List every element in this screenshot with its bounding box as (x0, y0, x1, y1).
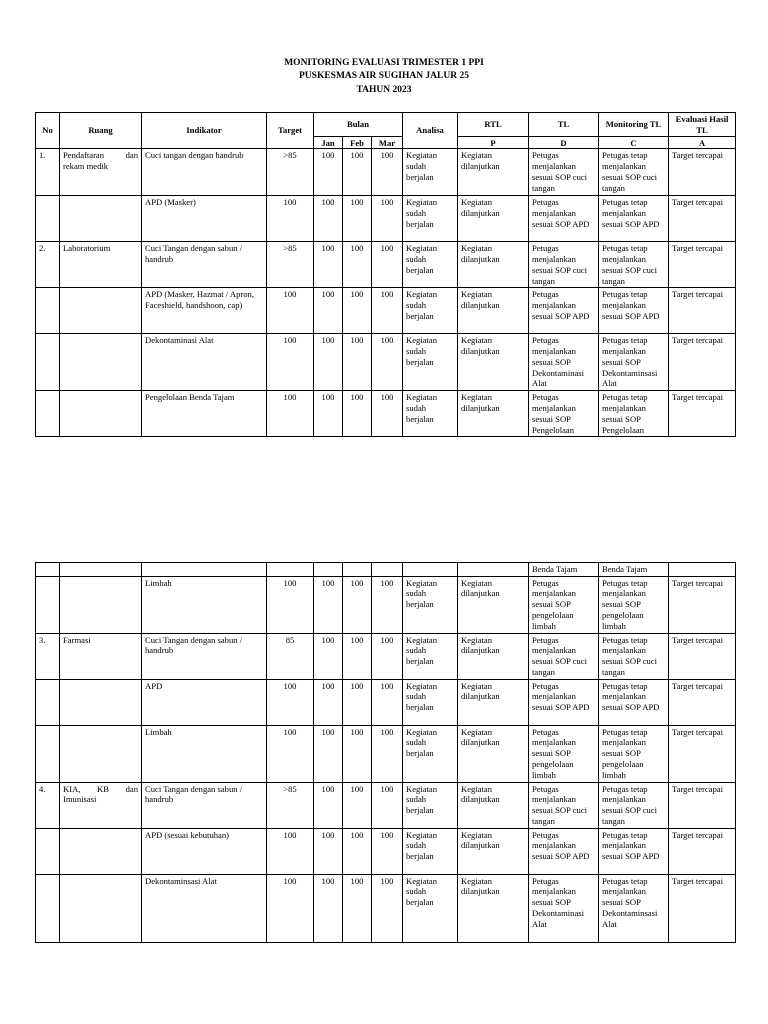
header-rtl: RTL (458, 113, 529, 137)
header-indikator: Indikator (142, 113, 267, 149)
cell-target: 100 (267, 725, 314, 782)
cell-monitoring: Petugas tetap menjalankan sesuai SOP Dekontaminsasi Alat (599, 334, 669, 391)
cell-evaluasi: Target tercapai (669, 633, 736, 679)
cell-evaluasi: Target tercapai (669, 196, 736, 242)
document-year: TAHUN 2023 (356, 85, 412, 95)
cell-tl: Petugas menjalankan sesuai SOP APD (529, 828, 599, 874)
cell-mar: 100 (372, 242, 403, 288)
cell-evaluasi (669, 563, 736, 577)
cell-target: 100 (267, 576, 314, 633)
cell-feb: 100 (343, 633, 372, 679)
cell-analisa: Kegiatan sudah berjalan (403, 828, 458, 874)
cell-rtl: Kegiatan dilanjutkan (458, 679, 529, 725)
cell-monitoring: Benda Tajam (599, 563, 669, 577)
cell-monitoring: Petugas tetap menjalankan sesuai SOP cuci tangan (599, 149, 669, 196)
cell-target: 100 (267, 334, 314, 391)
header-tl: TL (529, 113, 599, 137)
cell-tl: Petugas menjalankan sesuai SOP APD (529, 679, 599, 725)
cell-feb: 100 (343, 874, 372, 942)
cell-ruang (60, 828, 142, 874)
cell-evaluasi: Target tercapai (669, 725, 736, 782)
cell-jan: 100 (314, 874, 343, 942)
cell-mar: 100 (372, 288, 403, 334)
cell-indikator: Pengelolaan Benda Tajam (142, 391, 267, 437)
table-row (36, 391, 736, 437)
cell-analisa: Kegiatan sudah berjalan (403, 288, 458, 334)
cell-jan: 100 (314, 196, 343, 242)
cell-ruang (60, 576, 142, 633)
cell-analisa: Kegiatan sudah berjalan (403, 149, 458, 196)
cell-feb: 100 (343, 334, 372, 391)
cell-target: 100 (267, 874, 314, 942)
document-subtitle: PUSKESMAS AIR SUGIHAN JALUR 25 (299, 71, 469, 81)
cell-ruang: Laboratorium (60, 242, 142, 288)
cell-no (36, 391, 60, 437)
table-row (36, 563, 736, 577)
cell-jan: 100 (314, 782, 343, 828)
cell-target: 100 (267, 828, 314, 874)
cell-evaluasi: Target tercapai (669, 679, 736, 725)
table-row (36, 334, 736, 391)
header-no: No (36, 113, 60, 149)
cell-indikator: Cuci Tangan dengan sabun / handrub (142, 633, 267, 679)
cell-ruang (60, 391, 142, 437)
header-mar: Mar (372, 137, 403, 149)
cell-monitoring: Petugas tetap menjalankan sesuai SOP cuci tangan (599, 242, 669, 288)
cell-rtl: Kegiatan dilanjutkan (458, 782, 529, 828)
cell-analisa: Kegiatan sudah berjalan (403, 782, 458, 828)
cell-mar: 100 (372, 679, 403, 725)
cell-no (36, 563, 60, 577)
cell-jan: 100 (314, 679, 343, 725)
cell-monitoring: Petugas tetap menjalankan sesuai SOP cuci tangan (599, 782, 669, 828)
cell-rtl: Kegiatan dilanjutkan (458, 633, 529, 679)
cell-ruang (60, 725, 142, 782)
cell-analisa: Kegiatan sudah berjalan (403, 334, 458, 391)
cell-rtl: Kegiatan dilanjutkan (458, 334, 529, 391)
cell-indikator: Dekontaminasi Alat (142, 334, 267, 391)
cell-no (36, 679, 60, 725)
table-row (36, 288, 736, 334)
cell-mar: 100 (372, 149, 403, 196)
cell-feb (343, 563, 372, 577)
cell-evaluasi: Target tercapai (669, 828, 736, 874)
cell-tl: Benda Tajam (529, 563, 599, 577)
cell-mar: 100 (372, 633, 403, 679)
cell-indikator: APD (Masker, Hazmat / Apron, Faceshield, handshoon, cap) (142, 288, 267, 334)
cell-target: >85 (267, 149, 314, 196)
cell-tl: Petugas menjalankan sesuai SOP cuci tangan (529, 242, 599, 288)
cell-jan: 100 (314, 576, 343, 633)
cell-target: 100 (267, 288, 314, 334)
cell-ruang (60, 288, 142, 334)
cell-ruang (60, 196, 142, 242)
cell-mar: 100 (372, 782, 403, 828)
header-monitoring: Monitoring TL (599, 113, 669, 137)
cell-jan: 100 (314, 391, 343, 437)
cell-ruang (60, 679, 142, 725)
cell-mar: 100 (372, 391, 403, 437)
cell-analisa: Kegiatan sudah berjalan (403, 679, 458, 725)
cell-jan (314, 563, 343, 577)
cell-monitoring: Petugas tetap menjalankan sesuai SOP APD (599, 679, 669, 725)
cell-indikator (142, 563, 267, 577)
cell-jan: 100 (314, 725, 343, 782)
cell-analisa: Kegiatan sudah berjalan (403, 725, 458, 782)
cell-jan: 100 (314, 828, 343, 874)
header-evaluasi-code: A (669, 137, 736, 149)
cell-analisa: Kegiatan sudah berjalan (403, 633, 458, 679)
document-title: MONITORING EVALUASI TRIMESTER 1 PPI (284, 58, 484, 68)
cell-feb: 100 (343, 782, 372, 828)
monitoring-table-part-2 (35, 562, 736, 943)
cell-indikator: APD (142, 679, 267, 725)
cell-target (267, 563, 314, 577)
table-row (36, 725, 736, 782)
cell-target: >85 (267, 782, 314, 828)
table-row (36, 828, 736, 874)
cell-monitoring: Petugas tetap menjalankan sesuai SOP Pengelolaan (599, 391, 669, 437)
cell-rtl: Kegiatan dilanjutkan (458, 242, 529, 288)
table-row (36, 149, 736, 196)
table-row (36, 679, 736, 725)
cell-indikator: APD (Masker) (142, 196, 267, 242)
cell-mar: 100 (372, 874, 403, 942)
cell-tl: Petugas menjalankan sesuai SOP cuci tangan (529, 782, 599, 828)
cell-no: 4. (36, 782, 60, 828)
cell-feb: 100 (343, 288, 372, 334)
table-row (36, 633, 736, 679)
cell-rtl: Kegiatan dilanjutkan (458, 196, 529, 242)
cell-mar: 100 (372, 334, 403, 391)
cell-mar: 100 (372, 828, 403, 874)
cell-evaluasi: Target tercapai (669, 782, 736, 828)
cell-no (36, 725, 60, 782)
cell-monitoring: Petugas tetap menjalankan sesuai SOP pengelolaan limbah (599, 576, 669, 633)
header-jan: Jan (314, 137, 343, 149)
cell-indikator: Cuci Tangan dengan sabun / handrub (142, 782, 267, 828)
cell-analisa: Kegiatan sudah berjalan (403, 196, 458, 242)
cell-rtl: Kegiatan dilanjutkan (458, 391, 529, 437)
cell-ruang: Pendaftaran dan rekam medik (60, 149, 142, 196)
cell-tl: Petugas menjalankan sesuai SOP pengelolaan limbah (529, 725, 599, 782)
cell-tl: Petugas menjalankan sesuai SOP cuci tangan (529, 633, 599, 679)
cell-rtl (458, 563, 529, 577)
cell-indikator: Limbah (142, 725, 267, 782)
cell-analisa (403, 563, 458, 577)
cell-no (36, 288, 60, 334)
cell-tl: Petugas menjalankan sesuai SOP Dekontaminasi Alat (529, 874, 599, 942)
cell-analisa: Kegiatan sudah berjalan (403, 576, 458, 633)
cell-tl: Petugas menjalankan sesuai SOP APD (529, 196, 599, 242)
header-feb: Feb (343, 137, 372, 149)
table-row (36, 196, 736, 242)
cell-monitoring: Petugas tetap menjalankan sesuai SOP APD (599, 196, 669, 242)
cell-jan: 100 (314, 242, 343, 288)
cell-feb: 100 (343, 679, 372, 725)
cell-tl: Petugas menjalankan sesuai SOP pengelolaan limbah (529, 576, 599, 633)
monitoring-table-part-1 (35, 112, 736, 437)
cell-jan: 100 (314, 149, 343, 196)
header-target: Target (267, 113, 314, 149)
cell-rtl: Kegiatan dilanjutkan (458, 288, 529, 334)
cell-monitoring: Petugas tetap menjalankan sesuai SOP Dekontaminsasi Alat (599, 874, 669, 942)
cell-feb: 100 (343, 828, 372, 874)
cell-feb: 100 (343, 196, 372, 242)
table-row (36, 782, 736, 828)
cell-ruang (60, 334, 142, 391)
cell-indikator: Cuci tangan dengan handrub (142, 149, 267, 196)
cell-no: 1. (36, 149, 60, 196)
cell-evaluasi: Target tercapai (669, 874, 736, 942)
cell-tl: Petugas menjalankan sesuai SOP APD (529, 288, 599, 334)
cell-analisa: Kegiatan sudah berjalan (403, 874, 458, 942)
cell-jan: 100 (314, 633, 343, 679)
cell-target: 100 (267, 391, 314, 437)
cell-no (36, 576, 60, 633)
cell-analisa: Kegiatan sudah berjalan (403, 391, 458, 437)
cell-evaluasi: Target tercapai (669, 149, 736, 196)
cell-jan: 100 (314, 334, 343, 391)
cell-indikator: Limbah (142, 576, 267, 633)
cell-evaluasi: Target tercapai (669, 242, 736, 288)
cell-no: 3. (36, 633, 60, 679)
cell-tl: Petugas menjalankan sesuai SOP Pengelolaan (529, 391, 599, 437)
cell-jan: 100 (314, 288, 343, 334)
cell-no (36, 874, 60, 942)
cell-rtl: Kegiatan dilanjutkan (458, 576, 529, 633)
cell-no (36, 196, 60, 242)
cell-target: >85 (267, 242, 314, 288)
cell-mar: 100 (372, 576, 403, 633)
cell-rtl: Kegiatan dilanjutkan (458, 149, 529, 196)
cell-mar (372, 563, 403, 577)
header-evaluasi: Evaluasi Hasil TL (669, 113, 736, 137)
cell-evaluasi: Target tercapai (669, 576, 736, 633)
cell-no: 2. (36, 242, 60, 288)
header-analisa: Analisa (403, 113, 458, 149)
cell-target: 100 (267, 679, 314, 725)
cell-tl: Petugas menjalankan sesuai SOP Dekontaminasi Alat (529, 334, 599, 391)
table-row (36, 242, 736, 288)
cell-monitoring: Petugas tetap menjalankan sesuai SOP APD (599, 288, 669, 334)
table-row (36, 874, 736, 942)
cell-monitoring: Petugas tetap menjalankan sesuai SOP APD (599, 828, 669, 874)
cell-indikator: APD (sesuai kebutuhan) (142, 828, 267, 874)
cell-evaluasi: Target tercapai (669, 334, 736, 391)
cell-evaluasi: Target tercapai (669, 391, 736, 437)
header-tl-code: D (529, 137, 599, 149)
cell-analisa: Kegiatan sudah berjalan (403, 242, 458, 288)
cell-feb: 100 (343, 391, 372, 437)
cell-ruang: Farmasi (60, 633, 142, 679)
cell-rtl: Kegiatan dilanjutkan (458, 874, 529, 942)
header-bulan: Bulan (314, 113, 403, 137)
cell-monitoring: Petugas tetap menjalankan sesuai SOP cuci tangan (599, 633, 669, 679)
cell-ruang (60, 874, 142, 942)
cell-ruang (60, 563, 142, 577)
cell-evaluasi: Target tercapai (669, 288, 736, 334)
header-ruang: Ruang (60, 113, 142, 149)
header-monitoring-code: C (599, 137, 669, 149)
cell-feb: 100 (343, 149, 372, 196)
cell-indikator: Cuci Tangan dengan sabun / handrub (142, 242, 267, 288)
cell-monitoring: Petugas tetap menjalankan sesuai SOP pengelolaan limbah (599, 725, 669, 782)
cell-feb: 100 (343, 725, 372, 782)
cell-no (36, 828, 60, 874)
cell-mar: 100 (372, 196, 403, 242)
cell-tl: Petugas menjalankan sesuai SOP cuci tangan (529, 149, 599, 196)
cell-feb: 100 (343, 576, 372, 633)
cell-feb: 100 (343, 242, 372, 288)
cell-ruang: KIA, KB dan Imunisasi (60, 782, 142, 828)
cell-no (36, 334, 60, 391)
cell-rtl: Kegiatan dilanjutkan (458, 828, 529, 874)
cell-mar: 100 (372, 725, 403, 782)
cell-indikator: Dekontaminsasi Alat (142, 874, 267, 942)
header-rtl-code: P (458, 137, 529, 149)
table-row (36, 576, 736, 633)
cell-target: 85 (267, 633, 314, 679)
cell-target: 100 (267, 196, 314, 242)
cell-rtl: Kegiatan dilanjutkan (458, 725, 529, 782)
